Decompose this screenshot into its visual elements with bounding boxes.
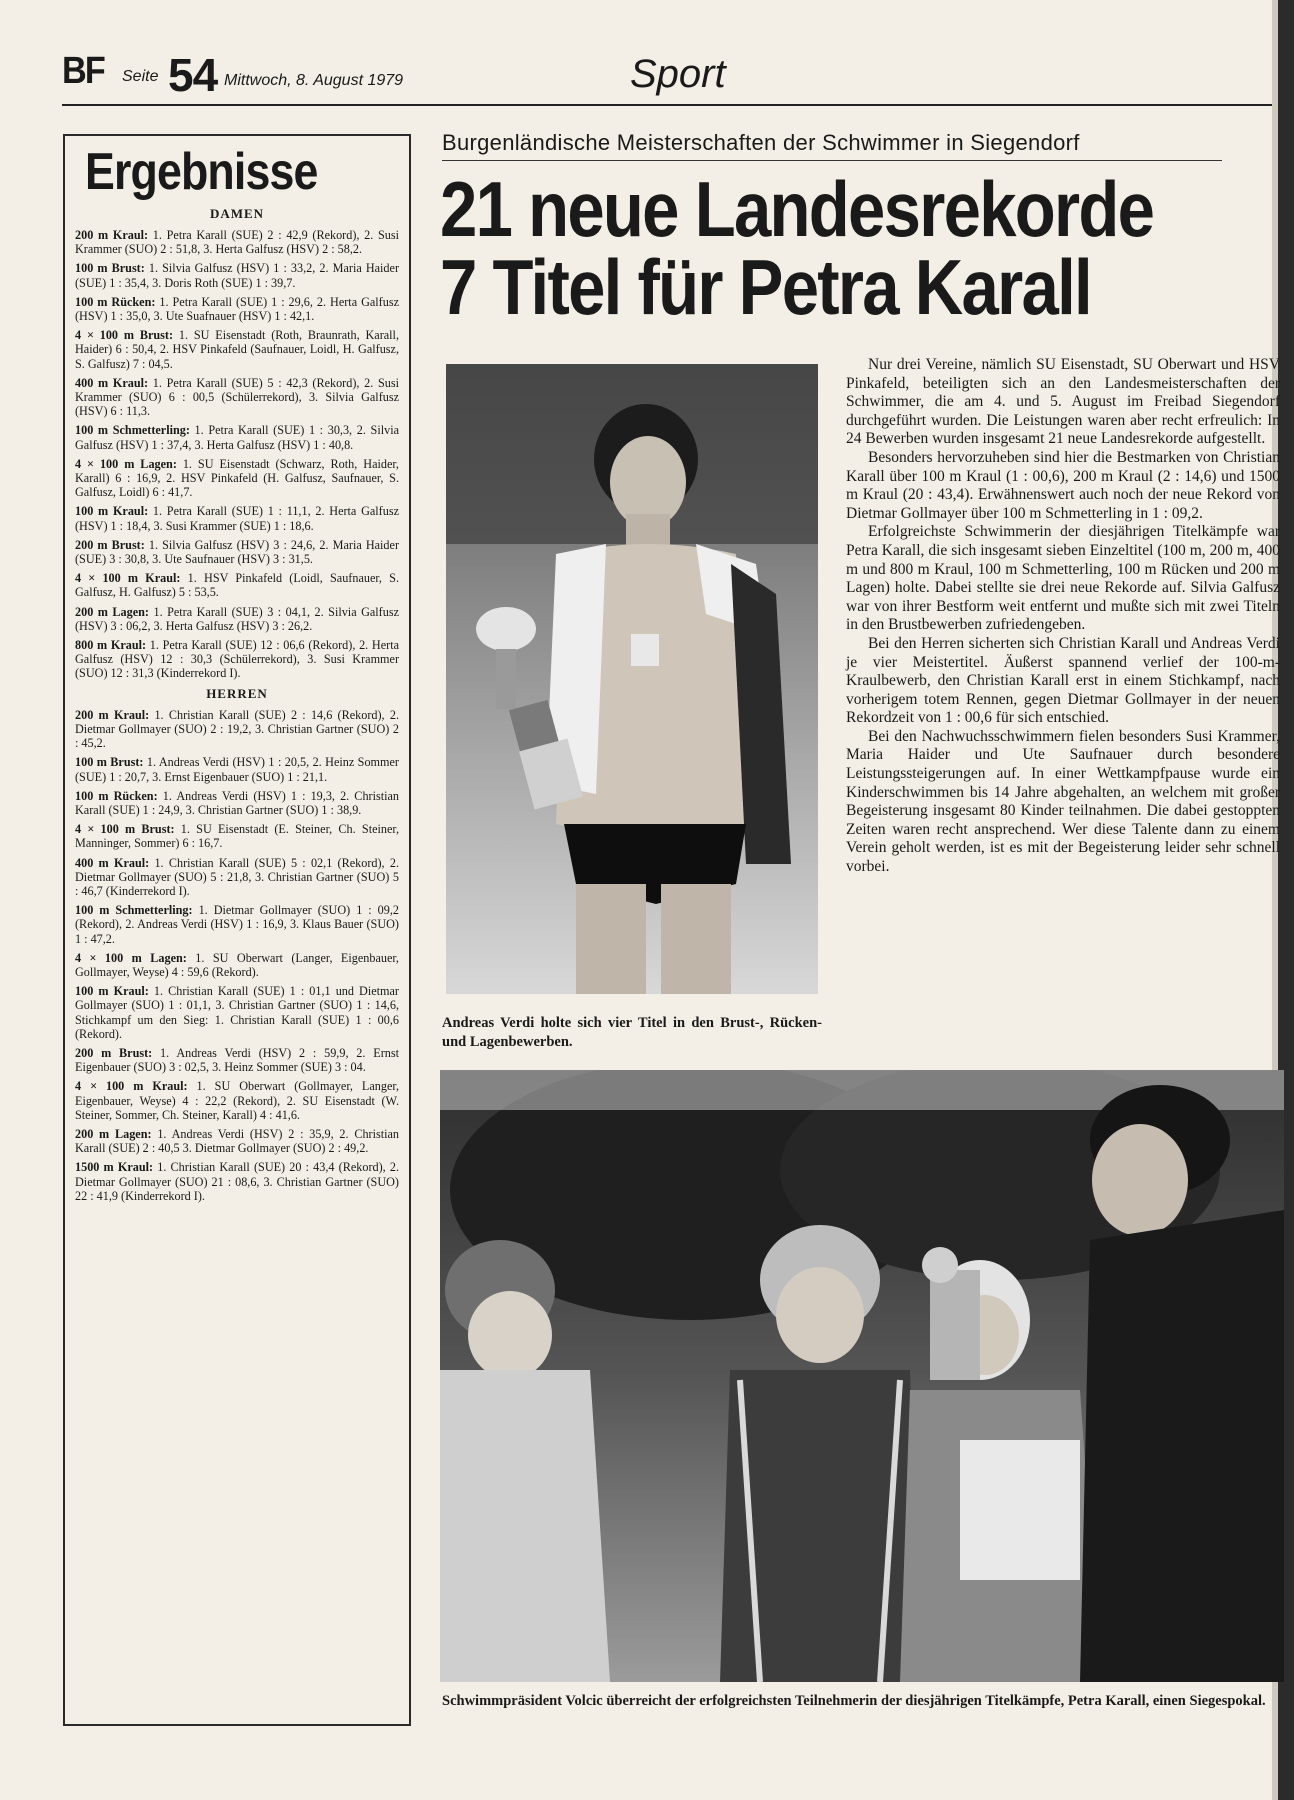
result-text: 1. Petra Karall (SUE) 1 : 30,3, 2. Silvia Galfusz (HSV) 1 : 37,4, 3. Herta Galfusz (HSV) 1 : 40,8. <box>75 423 399 452</box>
swimmer-photo-caption: Andreas Verdi holte sich vier Titel in den Brust-, Rücken- und Lagenbewerben. <box>442 1015 822 1050</box>
issue-date: Mittwoch, 8. August 1979 <box>224 72 404 89</box>
damen-heading: DAMEN <box>209 206 265 221</box>
result-event: 1500 m Kraul: <box>75 1160 154 1175</box>
result-text: 1. Petra Karall (SUE) 12 : 06,6 (Rekord), 2. Herta Galfusz (HSV) 12 : 30,3 (Schülerrekord), 3. Susi Krammer (SUO) 12 : 31,3 (Kinderrekord I). <box>75 638 399 681</box>
result-event: 400 m Kraul: <box>75 375 149 390</box>
result-text: 1. HSV Pinkafeld (Loidl, Saufnauer, S. Galfusz, H. Galfusz) 5 : 53,5. <box>75 571 399 600</box>
article-paragraph: Besonders hervorzuheben sind hier die Bestmarken von Christian Karall über 100 m Kraul (1 : 00,6), 200 m Kraul (2 : 14,6) und 1500 m Kraul (20 : 43,4). Erwähnenswert auch noch der neue Rekord von Dietmar Gollmayer über 100 m Schmetterling in 1 : 09,2. <box>846 448 1280 522</box>
article-paragraph: Bei den Herren sicherten sich Christian Karall und Andreas Verdi je vier Meistertitel. Äußerst spannend verlief der 100-m-Kraulbewerb, den Christian Karall erst in einem Stichkampf, nach vorherigem totem Rennen, gegen Dietmar Gollmayer in der neuen Rekordzeit von 1 : 00,6 für sich entschied. <box>846 634 1280 727</box>
swimmer-photo-image <box>446 364 818 994</box>
result-text: 1. SU Oberwart (Langer, Eigenbauer, Gollmayer, Weyse) 4 : 59,6 (Rekord). <box>75 950 399 979</box>
result-text: 1. Petra Karall (SUE) 1 : 29,6, 2. Herta Galfusz (HSV) 1 : 35,0, 3. Ute Suafnauer (HSV) 1 : 42,1. <box>75 294 399 324</box>
kicker-rule <box>442 160 1222 161</box>
result-text: 1. Dietmar Gollmayer (SUO) 1 : 09,2 (Rekord), 2. Andreas Verdi (HSV) 1 : 16,9, 3. Klaus Bauer (SUO) 1 : 47,2. <box>75 903 399 946</box>
result-event: 100 m Schmetterling: <box>75 423 190 438</box>
result-text: 1. SU Eisenstadt (Schwarz, Roth, Haider, Karall) 6 : 16,9, 2. HSV Pinkafeld (H. Galfusz, Saufnauer, S. Galfusz, Loidl) 6 : 41,7. <box>75 456 399 500</box>
results-box <box>63 134 411 1726</box>
trophy-ceremony-photo-image <box>440 1070 1284 1682</box>
result-event: 200 m Lagen: <box>75 1126 152 1141</box>
result-event: 400 m Kraul: <box>75 855 150 870</box>
result-text: 1. SU Eisenstadt (Roth, Braunrath, Karall, Haider) 6 : 50,4, 2. HSV Pinkafeld (Saufnauer, Loidl, H. Galfusz, S. Galfusz) 7 : 04,5. <box>75 328 399 371</box>
result-entry <box>75 571 399 599</box>
result-entry <box>75 1079 399 1122</box>
headline-line-2: 7 Titel für Petra Karall <box>440 243 1091 331</box>
result-text: 1. Christian Karall (SUE) 20 : 43,4 (Rekord), 2. Dietmar Gollmayer (SUO) 21 : 08,6, 3. Christian Gartner (SUO) 22 : 41,9 (Kinderrekord I). <box>75 1160 399 1203</box>
result-entry <box>75 1127 399 1155</box>
results-title: Ergebnisse <box>85 143 318 201</box>
result-event: 4 × 100 m Kraul: <box>75 1079 188 1094</box>
result-entry <box>75 376 399 419</box>
result-entry <box>75 295 399 323</box>
result-event: 200 m Brust: <box>75 537 145 552</box>
result-text: 1. Andreas Verdi (HSV) 2 : 59,9, 2. Ernst Eigenbauer (SUO) 3 : 02,5, 3. Heinz Sommer (SUE) 3 : 04. <box>75 1045 399 1075</box>
result-entry <box>75 504 399 532</box>
paper-logo: BF <box>62 50 104 92</box>
result-entry <box>75 856 399 899</box>
result-event: 100 m Rücken: <box>75 294 156 309</box>
result-entry <box>75 538 399 566</box>
result-text: 1. Petra Karall (SUE) 3 : 04,1, 2. Silvia Galfusz (HSV) 3 : 06,2, 3. Herta Galfusz (HSV) 3 : 26,2. <box>75 604 399 633</box>
result-text: 1. Andreas Verdi (HSV) 1 : 19,3, 2. Christian Karall (SUE) 1 : 24,9, 3. Christian Gartner (SUO) 1 : 38,9. <box>75 788 399 817</box>
trophy-ceremony-photo <box>440 1070 1284 1682</box>
result-entry <box>75 457 399 500</box>
result-entry <box>75 423 399 451</box>
header-rule <box>62 104 1272 106</box>
result-text: 1. Andreas Verdi (HSV) 2 : 35,9, 2. Christian Karall (SUE) 2 : 40,5 3. Dietmar Gollmayer (SUO) 2 : 49,2. <box>75 1126 400 1156</box>
article-headline <box>440 165 1154 331</box>
result-event: 100 m Schmetterling: <box>75 903 193 918</box>
page-label: Seite <box>122 68 159 85</box>
result-text: 1. Petra Karall (SUE) 2 : 42,9 (Rekord), 2. Susi Krammer (SUO) 2 : 51,8, 3. Herta Galfusz (HSV) 2 : 58,2. <box>75 228 399 257</box>
result-event: 4 × 100 m Brust: <box>75 328 174 343</box>
result-entry <box>75 328 399 371</box>
damen-results <box>75 228 399 681</box>
result-event: 4 × 100 m Lagen: <box>75 950 187 965</box>
result-text: 1. SU Oberwart (Gollmayer, Langer, Eigenbauer, Weyse) 4 : 22,2 (Rekord), 2. SU Eisenstadt (W. Steiner, Sommer, Ch. Steiner, Karall) 4 : 41,6. <box>75 1079 399 1122</box>
result-text: 1. Silvia Galfusz (HSV) 1 : 33,2, 2. Maria Haider (SUE) 1 : 35,4, 3. Doris Roth (SUE) 1 : 39,7. <box>75 261 399 290</box>
result-event: 4 × 100 m Brust: <box>75 822 175 837</box>
result-event: 200 m Lagen: <box>75 604 149 619</box>
result-event: 100 m Kraul: <box>75 984 149 999</box>
article-kicker: Burgenländische Meisterschaften der Schwimmer in Siegendorf <box>442 130 1080 155</box>
result-text: 1. Petra Karall (SUE) 5 : 42,3 (Rekord), 2. Susi Krammer (SUO) 6 : 00,5 (Schülerrekord), 3. Silvia Galfusz (HSV) 6 : 11,3. <box>75 375 399 419</box>
page-header <box>62 48 1272 100</box>
result-event: 100 m Kraul: <box>75 504 149 519</box>
result-text: 1. Christian Karall (SUE) 2 : 14,6 (Rekord), 2. Dietmar Gollmayer (SUO) 2 : 19,2, 3. Christian Gartner (SUO) 2 : 45,2. <box>75 707 399 751</box>
result-event: 4 × 100 m Kraul: <box>75 571 181 586</box>
result-entry <box>75 638 399 681</box>
herren-heading: HERREN <box>206 685 268 701</box>
result-entry <box>75 903 399 946</box>
result-event: 100 m Brust: <box>75 755 144 770</box>
result-entry <box>75 228 399 256</box>
result-text: 1. Christian Karall (SUE) 5 : 02,1 (Rekord), 2. Dietmar Gollmayer (SUO) 5 : 21,8, 3. Christian Gartner (SUO) 5 : 46,7 (Kinderrekord I). <box>75 855 399 898</box>
result-entry <box>75 822 399 850</box>
result-entry <box>75 605 399 633</box>
result-entry <box>75 755 399 783</box>
headline-line-1: 21 neue Landesrekorde <box>440 165 1154 253</box>
result-text: 1. Andreas Verdi (HSV) 1 : 20,5, 2. Heinz Sommer (SUE) 1 : 20,7, 3. Ernst Eigenbauer (SUO) 1 : 21,1. <box>75 755 399 784</box>
result-entry <box>75 1046 399 1074</box>
result-event: 200 m Kraul: <box>75 707 150 722</box>
herren-results <box>75 708 399 1203</box>
trophy-ceremony-caption: Schwimmpräsident Volcic überreicht der erfolgreichsten Teilnehmerin der diesjährigen Titelkämpfe, Petra Karall, einen Siegespokal. <box>442 1693 1266 1709</box>
article-paragraph: Erfolgreichste Schwimmerin der diesjährigen Titelkämpfe war Petra Karall, die sich insgesamt sieben Einzeltitel (100 m, 200 m, 400 m und 800 m Kraul, 100 m Schmetterling, 100 m Rücken und 200 m Lagen) holte. Dabei stellte sie drei neue Rekorde auf. Silvia Galfusz war von ihrer Bestform weit entfernt und mußte sich mit zwei Titeln in den Brustbewerben zufriedengeben. <box>846 523 1280 634</box>
article-paragraph: Nur drei Vereine, nämlich SU Eisenstadt, SU Oberwart und HSV Pinkafeld, beteiligten sich an den Landesmeisterschaften der Schwimmer, die am 4. und 5. August im Freibad Siegendorf durchgeführt wurden. Die Leistungen waren aber recht erfreulich: In 24 Bewerben wurden insgesamt 21 neue Landesrekorde aufgestellt. <box>846 356 1280 448</box>
result-entry <box>75 1160 399 1203</box>
result-event: 200 m Kraul: <box>75 228 149 242</box>
result-event: 4 × 100 m Lagen: <box>75 456 177 471</box>
result-entry <box>75 789 399 817</box>
result-entry <box>75 984 399 1041</box>
result-event: 200 m Brust: <box>75 1045 153 1060</box>
result-entry <box>75 708 399 751</box>
result-event: 100 m Rücken: <box>75 788 158 803</box>
result-event: 100 m Brust: <box>75 261 145 276</box>
result-event: 800 m Kraul: <box>75 638 147 653</box>
swimmer-photo <box>446 364 818 994</box>
section-title: Sport <box>630 52 726 96</box>
result-text: 1. Silvia Galfusz (HSV) 3 : 24,6, 2. Maria Haider (SUE) 3 : 30,8, 3. Ute Saufnauer (HSV) 3 : 31,5. <box>75 537 399 567</box>
result-text: 1. Christian Karall (SUE) 1 : 01,1 und Dietmar Gollmayer (SUO) 1 : 01,1, 3. Christian Gartner (SUO) 1 : 14,6, Stichkampf um den Sieg: 1. Christian Karall (SUE) 1 : 00,6 (Rekord). <box>75 984 399 1041</box>
result-entry <box>75 261 399 289</box>
result-text: 1. SU Eisenstadt (E. Steiner, Ch. Steiner, Manninger, Sommer) 6 : 16,7. <box>75 822 399 851</box>
article-paragraph: Bei den Nachwuchsschwimmern fielen besonders Susi Krammer, Maria Haider und Ute Saufnauer durch besondere Leistungssteigerungen auf. In einer Wettkampfpause wurde ein Kinderschwimmen bis 14 Jahre abgehalten, an welchem mit großer Begeisterung insgesamt 80 Kinder teilnahmen. Die dabei gestoppten Zeiten waren recht ansprechend. Wer diese Talente dann zu einem Verein geholt werden, ist es mit der Begeisterung leider sehr schnell vorbei. <box>846 727 1280 876</box>
page-number: 54 <box>168 49 218 101</box>
result-entry <box>75 951 399 979</box>
result-text: 1. Petra Karall (SUE) 1 : 11,1, 2. Herta Galfusz (HSV) 1 : 18,4, 3. Susi Krammer (SUE) 1 : 18,6. <box>75 504 399 533</box>
article-body <box>846 356 1280 877</box>
